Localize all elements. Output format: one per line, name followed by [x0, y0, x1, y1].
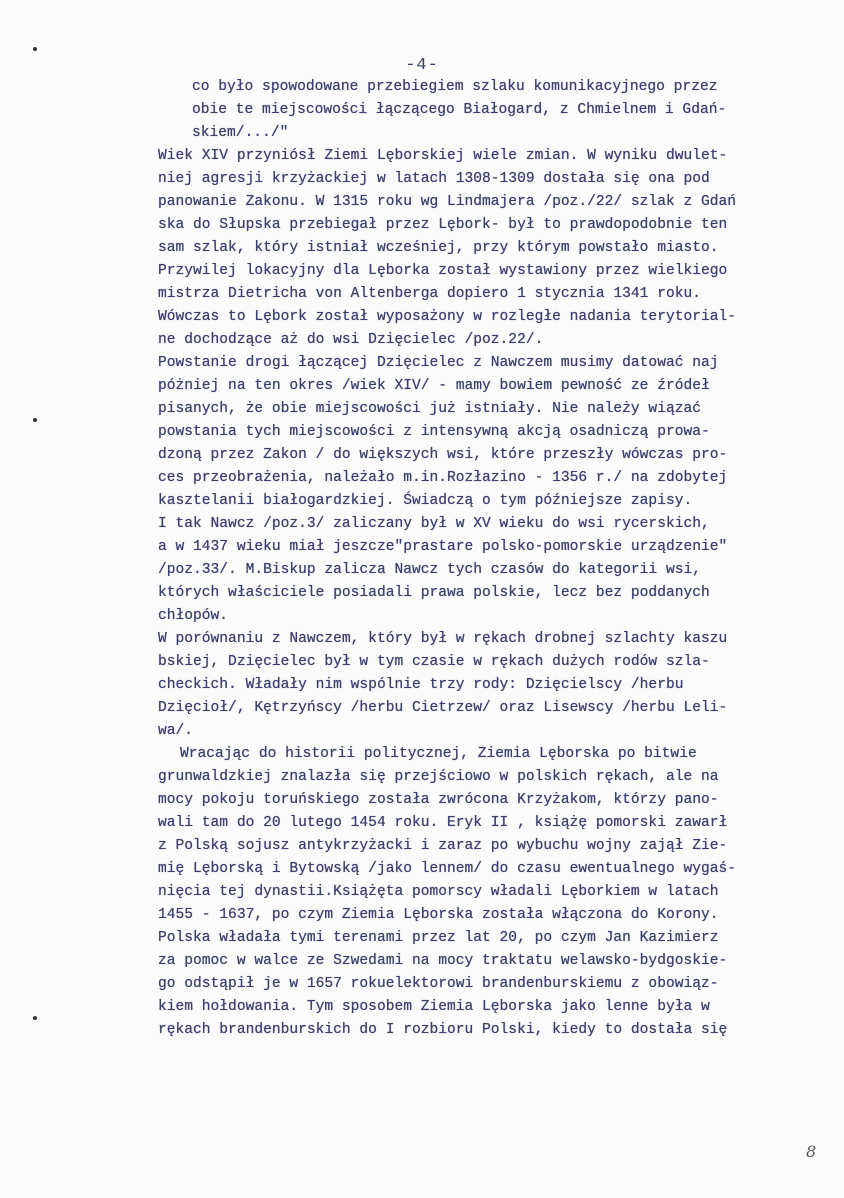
text-line: Przywilej lokacyjny dla Lęborka został wystawiony przez wielkiego	[158, 263, 728, 279]
text-line: grunwaldzkiej znalazła się przejściowo w polskich rękach, ale na	[158, 769, 719, 785]
text-line: mię Lęborską i Bytowską /jako lennem/ do czasu ewentualnego wygaś-	[158, 861, 737, 877]
punch-mark-top	[33, 47, 37, 51]
page-number: -4-	[405, 56, 439, 75]
text-line: chłopów.	[158, 608, 229, 624]
text-line: wa/.	[158, 723, 194, 739]
text-line: go odstąpił je w 1657 rokuelektorowi brandenburskiemu z obowiąz-	[158, 976, 719, 992]
typed-text-body	[158, 76, 818, 1042]
text-line: Dzięcioł/, Kętrzyńscy /herbu Cietrzew/ oraz Lisewscy /herbu Leli-	[158, 700, 728, 716]
text-line: panowanie Zakonu. W 1315 roku wg Lindmajera /poz./22/ szlak z Gdań	[158, 194, 737, 210]
text-line: pisanych, że obie miejscowości już istniały. Nie należy wiązać	[158, 401, 701, 417]
text-line: wali tam do 20 lutego 1454 roku. Eryk II , książę pomorski zawarł	[158, 815, 728, 831]
text-line: a w 1437 wieku miał jeszcze"prastare polsko-pomorskie urządzenie"	[158, 539, 728, 555]
text-line: bskiej, Dzięcielec był w tym czasie w rękach dużych rodów szla-	[158, 654, 710, 670]
text-line: rękach brandenburskich do I rozbioru Polski, kiedy to dostała się	[158, 1022, 728, 1038]
text-line: ska do Słupska przebiegał przez Lębork- był to prawdopodobnie ten	[158, 217, 728, 233]
text-line: za pomoc w walce ze Szwedami na mocy traktatu welawsko-bydgoskie-	[158, 953, 728, 969]
text-line: ces przeobrażenia, należało m.in.Rozłazino - 1356 r./ na zdobytej	[158, 470, 728, 486]
text-line: W porównaniu z Nawczem, który był w rękach drobnej szlachty kaszu	[158, 631, 728, 647]
text-line: mistrza Dietricha von Altenberga dopiero 1 stycznia 1341 roku.	[158, 286, 701, 302]
text-line: ne dochodzące aż do wsi Dzięcielec /poz.22/.	[158, 332, 544, 348]
text-line: nięcia tej dynastii.Książęta pomorscy władali Lęborkiem w latach	[158, 884, 719, 900]
text-line: dzoną przez Zakon / do większych wsi, które przeszły wówczas pro-	[158, 447, 728, 463]
text-line: z Polską sojusz antykrzyżacki i zaraz po wybuchu wojny zajął Zie-	[158, 838, 728, 854]
text-line: których właściciele posiadali prawa polskie, lecz bez poddanych	[158, 585, 710, 601]
handwritten-margin-number: 8	[806, 1142, 817, 1161]
punch-mark-middle	[33, 418, 37, 422]
text-line: mocy pokoju toruńskiego została zwrócona Krzyżakom, którzy pano-	[158, 792, 719, 808]
text-line: Wracając do historii politycznej, Ziemia Lęborska po bitwie	[180, 746, 697, 762]
text-line: Wówczas to Lębork został wyposażony w rozległe nadania terytorial-	[158, 309, 737, 325]
text-line: skiem/.../"	[192, 125, 289, 141]
text-line: checkich. Władały nim wspólnie trzy rody: Dzięcielscy /herbu	[158, 677, 684, 693]
text-line: sam szlak, który istniał wcześniej, przy którym powstało miasto.	[158, 240, 719, 256]
text-line: powstania tych miejscowości z intensywną akcją osadniczą prowa-	[158, 424, 710, 440]
text-line: /poz.33/. M.Biskup zalicza Nawcz tych czasów do kategorii wsi,	[158, 562, 701, 578]
text-line: Polska władała tymi terenami przez lat 20, po czym Jan Kazimierz	[158, 930, 719, 946]
text-line: 1455 - 1637, po czym Ziemia Lęborska została włączona do Korony.	[158, 907, 719, 923]
punch-mark-bottom	[33, 1016, 37, 1020]
text-line: niej agresji krzyżackiej w latach 1308-1309 dostała się ona pod	[158, 171, 710, 187]
text-line: kasztelanii białogardzkiej. Świadczą o tym późniejsze zapisy.	[158, 493, 693, 509]
text-line: obie te miejscowości łączącego Białogard, z Chmielnem i Gdań-	[192, 102, 727, 118]
text-line: póżniej na ten okres /wiek XIV/ - mamy bowiem pewność ze źródeł	[158, 378, 710, 394]
text-line: kiem hołdowania. Tym sposobem Ziemia Lęborska jako lenne była w	[158, 999, 710, 1015]
text-line: Wiek XIV przyniósł Ziemi Lęborskiej wiele zmian. W wyniku dwulet-	[158, 148, 728, 164]
text-line: Powstanie drogi łączącej Dzięcielec z Nawczem musimy datować naj	[158, 355, 719, 371]
text-line: I tak Nawcz /poz.3/ zaliczany był w XV wieku do wsi rycerskich,	[158, 516, 710, 532]
text-line: co było spowodowane przebiegiem szlaku komunikacyjnego przez	[192, 79, 718, 95]
